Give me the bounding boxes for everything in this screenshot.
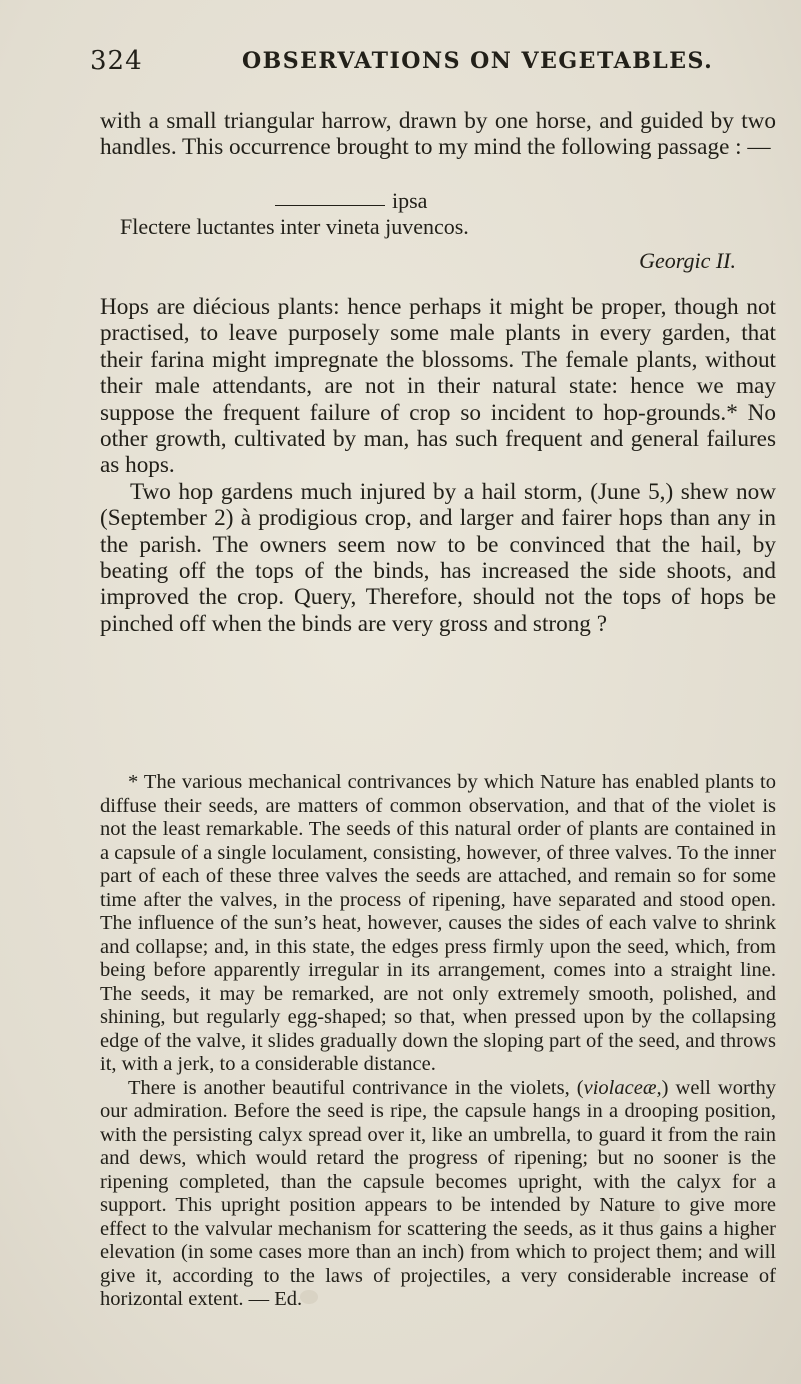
intro-paragraph: with a small triangular harrow, drawn by one horse, and guided by two handles. This occurrence brought to my mind the following passage : — [100, 108, 776, 160]
quote-word-above: ipsa [392, 188, 428, 213]
page-number: 324 [90, 46, 143, 76]
footnote-text-part: ) well worthy our admiration. Before the seed is ripe, the capsule hangs in a drooping position, with the persisting calyx spread over it, like an umbrella, to guard it from the rain and dews, which would retard the progress of ripening; but no sooner is the ripening completed, than the capsule becomes upright, with the calyx for a support. This upright position appears to be intended by Nature to give more effect to the valvular mechanism for scattering the seeds, as it thus gains a higher elevation (in some cases more than an inch) from which to project them; and will give it, according to the laws of projectiles, a very considerable increase of horizontal extent. — Ed. [100, 1076, 776, 1310]
footnote [100, 771, 776, 1312]
main-body [100, 294, 776, 637]
intro-text [100, 108, 776, 160]
quote-line: Flectere luctantes inter vineta juvencos. [120, 214, 469, 239]
footnote-text-part: There is another beautiful contrivance in the violets, ( [128, 1076, 584, 1099]
footnote-italic-term: violaceæ, [583, 1076, 662, 1099]
page-header [90, 46, 770, 78]
quote-dash-rule [275, 205, 385, 206]
footnote-paragraph-1: * The various mechanical contrivances by which Nature has enabled plants to diffuse their seeds, are matters of common observation, and that of the violet is not the least remarkable. The seeds of this natural order of plants are contained in a capsule of a single loculament, consisting, however, of three valves. To the inner part of each of these three valves the seeds are attached, and remain so for some time after the valves, in the process of ripening, have separated and stood open. The influence of the sun’s heat, however, causes the sides of each valve to shrink and collapse; and, in this state, the edges press firmly upon the seed, which, from being before apparently irregular in its arrangement, comes into a straight line. The seeds, it may be remarked, are not only extremely smooth, polished, and shining, but regularly egg-shaped; so that, when pressed upon by the collapsing edge of the valve, it slides gradually down the sloping part of the seed, and throws it, with a jerk, to a considerable distance. [100, 771, 776, 1075]
paragraph-hops-diecious: Hops are diécious plants: hence perhaps it might be proper, though not practised, to leave purposely some male plants in every garden, that their farina might impregnate the blossoms. The female plants, without their male attendants, are not in their natural state: hence we may suppose the frequent failure of crop so incident to hop-grounds.* No other growth, cultivated by man, has such frequent and general failures as hops. [100, 294, 776, 479]
quote-source: Georgic II. [639, 248, 736, 273]
footnote-paragraph-2 [100, 1077, 776, 1312]
paragraph-hail-storm: Two hop gardens much injured by a hail storm, (June 5,) shew now (September 2) à prodigious crop, and larger and fairer hops than any in the parish. The owners seem now to be convinced that the hail, by beating off the tops of the binds, has increased the side shoots, and improved the crop. Query, Therefore, should not the tops of hops be pinched off when the binds are very gross and strong ? [100, 478, 776, 637]
running-title: OBSERVATIONS ON VEGETABLES. [242, 48, 714, 74]
verse-quotation [100, 188, 776, 288]
